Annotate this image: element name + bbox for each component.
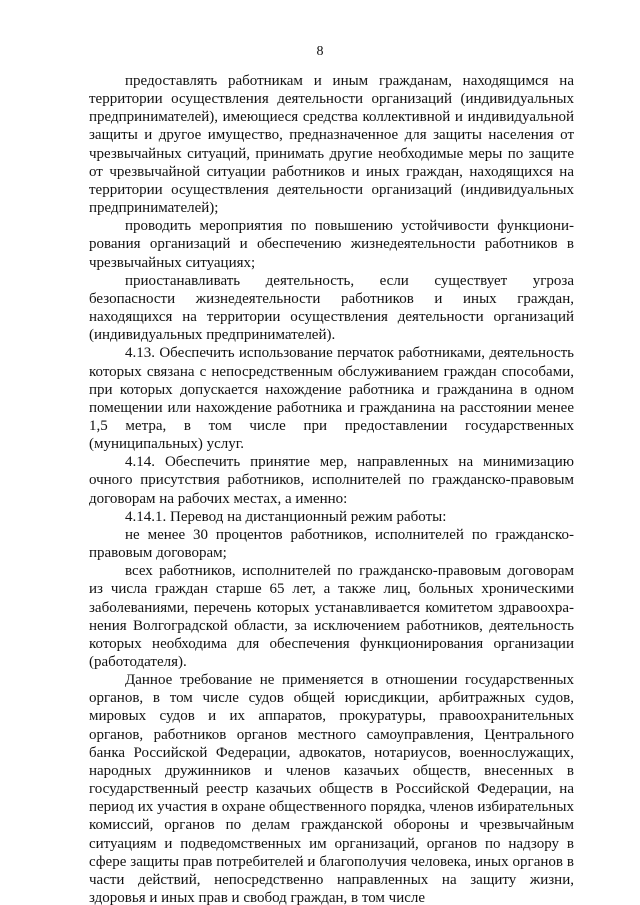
page-number: 8	[316, 44, 324, 59]
paragraph-over-65: всех работников, исполнителей по гражданско-правовым договорам из числа граждан старше 65 лет, а также лиц, больных хроническими заболеваниями, перечень которых устанавливается комитетом здравоохранения Волгоградской области, за исключением работников, деятельность которых необходима для обеспечения функционирования организации (работодателя).	[89, 563, 574, 670]
paragraph-stability-measures: проводить мероприятия по повышению устойчивости функционирования организаций и обеспечению жизнедеятельности работников в чрезвычайных ситуациях;	[89, 218, 574, 271]
paragraph-exceptions: Данное требование не применяется в отношении государственных органов, в том числе судов общей юрисдикции, арбитражных судов, мировых судов и их аппаратов, прокуратуры, правоохранительных органов, работников органов местного самоуправления, Центрального банка Российской Федерации, адвокатов, нотариусов, военнослужащих, народных дружинников и членов казачьих обществ, внесенных в государственный реестр казачьих обществ в Российской Федерации, на период их участия в охране общественного порядка, членов избирательных комиссий, органов по делам гражданской обороны и чрезвычайным ситуациям и подведомственных им организаций, органов по надзору в сфере защиты прав потребителей и благополучия человека, иных органов в части действий, непосредственно направленных на защиту жизни, здоровья и иных прав и свобод граждан, в том числе	[89, 672, 574, 905]
paragraph-30-percent: не менее 30 процентов работников, исполнителей по гражданско-правовым договорам;	[89, 526, 574, 562]
paragraph-4-14-minimize-presence: 4.14. Обеспечить принятие мер, направленных на минимизацию очного присутствия работников, исполнителей по гражданско-правовым договорам на рабочих местах, а именно:	[89, 454, 574, 507]
paragraph-provide-protection: предоставлять работникам и иным гражданам, находящимся на территории осуществления деятельности организаций (индивидуальных предпринимателей), имеющиеся средства коллективной и индивидуальной защиты и другое имущество, предназначенное для защиты населения от чрезвычайных ситуаций, принимать другие необходимые меры по защите от чрезвычайной ситуации работников и иных граждан, находящихся на территории осуществления деятельности организаций (индивидуальных предпринимателей);	[89, 73, 574, 217]
paragraph-4-13-gloves: 4.13. Обеспечить использование перчаток работниками, деятельность которых связана с непосредственным обслуживанием граждан способами, при которых допускается нахождение работника и гражданина в одном помещении или нахождение работника и гражданина на расстоянии менее 1,5 метра, в том числе при предоставлении государственных (муниципальных) услуг.	[89, 345, 574, 453]
paragraph-suspend-activity: приостанавливать деятельность, если существует угроза безопасности жизнедеятельности работников и иных граждан, находящихся на территории осуществления деятельности организаций (индивидуальных предпринимателей).	[89, 272, 574, 344]
document-body	[89, 72, 574, 905]
paragraph-4-14-1-remote-work: 4.14.1. Перевод на дистанционный режим работы:	[125, 508, 447, 525]
